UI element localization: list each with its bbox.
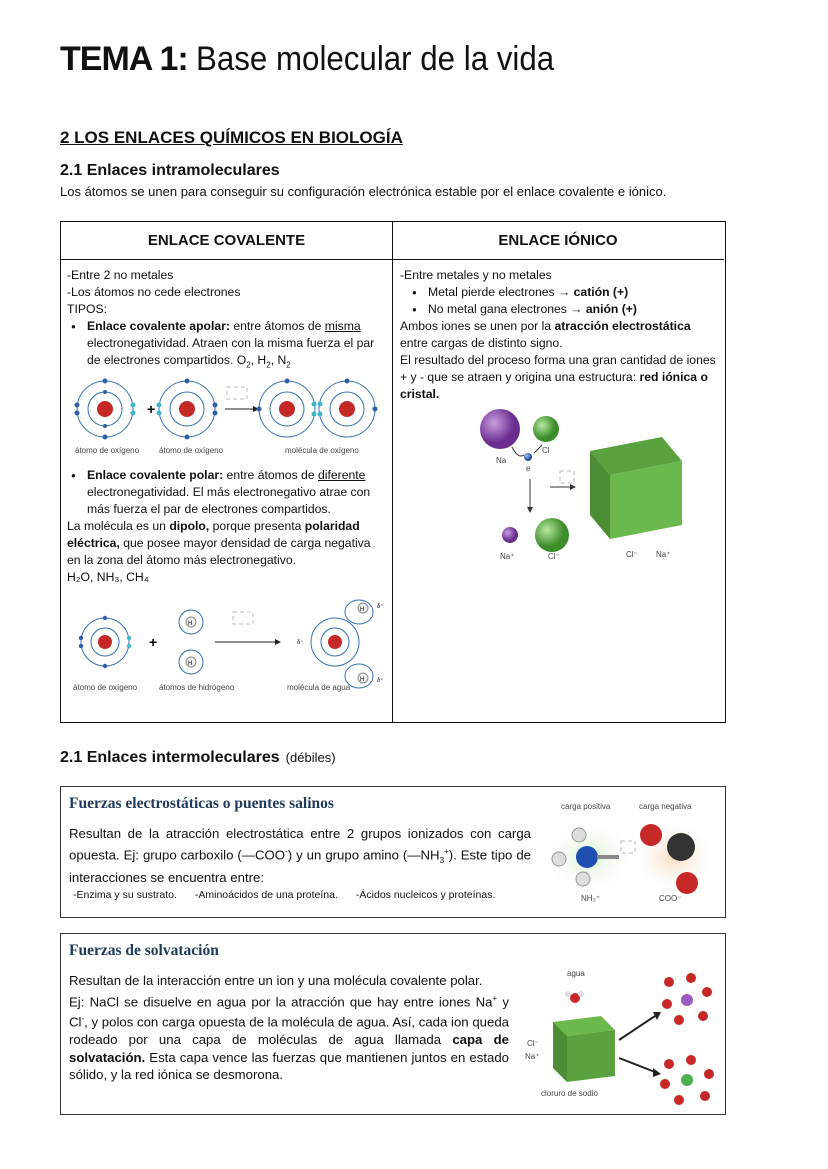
- ionic-crystal-figure: [400, 407, 720, 572]
- ionic-bullet-2: ● No metal gana electrones → anión (+): [400, 301, 720, 318]
- ionic-paragraph-1: Ambos iones se unen por la atracción electrostática entre cargas de distinto signo.: [400, 319, 691, 350]
- ion-label-na: Na: [496, 456, 507, 465]
- solvation-forces-box: [60, 933, 726, 1115]
- ion-label-cl-minus: Cl⁻: [548, 552, 560, 561]
- fig2-label-a: átomo de oxígeno: [73, 683, 138, 693]
- box2-text: Resultan de la interacción entre un ion y una molécula covalente polar. Ej: NaCl se disuelve en agua por la atracción que hay entre iones Na+ y Cl-, y polos con carga opuesta de la molécula de agua. Así, cada ion queda rodeado por una capa de moléculas de agua llamada capa de solvatación. Esta capa vence las fuerzas que mantienen juntos en estado sólido, y la red iónica se desmorona.: [69, 973, 509, 1083]
- covalent-header: ENLACE COVALENTE: [61, 222, 392, 260]
- box1-examples: -Enzima y su sustrato. -Aminoácidos de una proteína. -Ácidos nucleicos y proteínas.: [73, 889, 496, 901]
- svg-text:+: +: [147, 401, 156, 418]
- subsection-heading-intramolecular: 2.1 Enlaces intramoleculares: [60, 162, 280, 179]
- ion-label-na-plus: Na⁺: [500, 552, 515, 561]
- covalent-line: -Entre 2 no metales: [67, 268, 174, 282]
- oxygen-molecule-figure: [67, 375, 385, 457]
- ionic-paragraph-2: El resultado del proceso forma una gran cantidad de iones + y - que se atraen y origina una estructura: red iónica o cristal.: [400, 353, 716, 401]
- label-nh3: NH₃⁺: [581, 894, 601, 903]
- nacl-cube: [553, 1016, 615, 1082]
- oxygen-atom-2: [157, 379, 218, 440]
- oxygen-atom-1: [75, 379, 136, 440]
- salt-bridge-figure: [539, 797, 719, 907]
- crystal-lattice: [590, 437, 682, 539]
- polar-formulas: H₂O, NH₃, CH₄: [67, 570, 149, 585]
- ionic-line: -Entre metales y no metales: [400, 268, 552, 282]
- box1-text: Resultan de la atracción electrostática entre 2 grupos ionizados con carga opuesta. Ej: grupo carboxilo (—COO-) y un grupo amino $(—NH_3^+)$. Este tipo de interacciones se encuentra entre:: [69, 826, 532, 886]
- ionic-column: [400, 267, 720, 572]
- ionic-header: ENLACE IÓNICO: [392, 222, 724, 260]
- svg-text:δ⁺: δ⁺: [377, 604, 384, 611]
- bonds-comparison-table: [60, 221, 726, 723]
- svg-text:H: H: [188, 621, 193, 628]
- fig1-label-a: átomo de oxígeno: [75, 446, 140, 456]
- solvation-figure: [519, 964, 719, 1109]
- ionic-bullet-1: ● Metal pierde electrones → catión (+): [400, 284, 720, 301]
- polar-bullet: ● Enlace covalente polar: entre átomos de diferente electronegatividad. El más electronegativo atrae con más fuerza el par de electrones compartidos.: [67, 467, 385, 518]
- section-heading: 2 LOS ENLACES QUÍMICOS EN BIOLOGÍA: [60, 128, 403, 147]
- subsection-heading-intermolecular: 2.1 Enlaces intermoleculares (débiles): [60, 749, 336, 766]
- svg-text:+: +: [149, 634, 158, 651]
- water-molecule-figure: [67, 592, 385, 692]
- box2-title: Fuerzas de solvatación: [69, 942, 219, 959]
- svg-text:H: H: [188, 661, 193, 668]
- oxygen-molecule: [257, 379, 378, 438]
- covalent-column: [67, 267, 385, 692]
- label-agua: agua: [567, 969, 585, 978]
- intro-paragraph: Los átomos se unen para conseguir su configuración electrónica estable por el enlace covalente e iónico.: [60, 184, 667, 199]
- table-divider: [392, 222, 393, 722]
- fig1-label-c: molécula de oxígeno: [285, 446, 359, 456]
- page-title: TEMA 1: Base molecular de la vida: [60, 40, 554, 78]
- apolar-bullet: ● Enlace covalente apolar: entre átomos de misma electronegatividad. Atraen con la misma fuerza el par de electrones compartidos. $O_2$, $H_2$, $N_2$: [67, 318, 385, 373]
- label-carga-negativa: carga negativa: [639, 802, 692, 811]
- label-carga-positiva: carga positiva: [561, 802, 611, 811]
- fig2-label-b: átomos de hidrógeno: [159, 683, 235, 693]
- label-na-ion: Na⁺: [525, 1052, 540, 1061]
- label-coo: COO⁻: [659, 894, 682, 903]
- hydrated-na: [660, 1055, 714, 1105]
- box1-title: Fuerzas electrostáticas o puentes salinos: [69, 795, 334, 812]
- svg-text:H: H: [360, 677, 365, 684]
- crystal-label-na: Na⁺: [656, 550, 671, 559]
- covalent-line: TIPOS:: [67, 302, 107, 316]
- crystal-label-cl: Cl⁻: [626, 550, 638, 559]
- covalent-line: -Los átomos no cede electrones: [67, 285, 241, 299]
- label-cl-ion: Cl⁻: [527, 1039, 539, 1048]
- fig2-label-c: molécula de agua: [287, 683, 351, 693]
- label-cloruro: cloruro de sodio: [541, 1089, 598, 1098]
- svg-text:δ⁻: δ⁻: [297, 640, 304, 647]
- fig1-label-b: átomo de oxígeno: [159, 446, 224, 456]
- ion-label-cl: Cl: [542, 446, 550, 455]
- electrostatic-forces-box: [60, 786, 726, 918]
- svg-text:H: H: [360, 607, 365, 614]
- hydrated-cl: [662, 973, 712, 1025]
- electron-label: e: [526, 464, 531, 473]
- dipolo-paragraph: La molécula es un dipolo, porque presenta polaridad eléctrica, que posee mayor densidad de carga negativa en la zona del átomo más electronegativo.: [67, 519, 371, 568]
- svg-text:δ⁺: δ⁺: [377, 678, 384, 685]
